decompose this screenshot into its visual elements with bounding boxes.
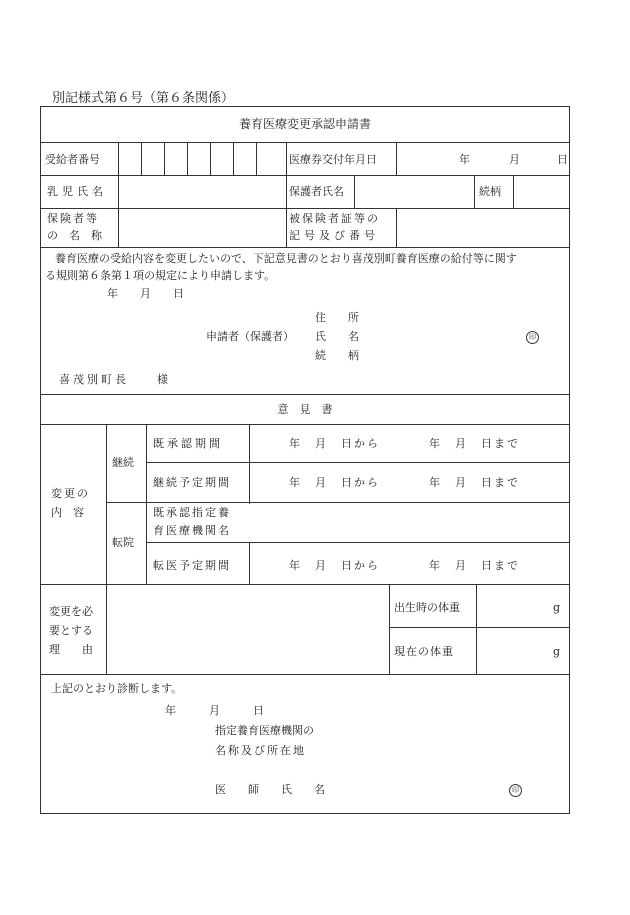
insured-label-line2: 記号及び番号 <box>289 229 379 242</box>
change-content-label-1: 変更の <box>51 487 90 500</box>
application-text-line2: る規則第６条第１項の規定により申請します。 <box>45 269 276 282</box>
planned-continuation-label: 継続予定期間 <box>153 476 231 489</box>
birth-weight-unit: g <box>553 601 561 614</box>
application-date: 年 月 日 <box>107 287 184 300</box>
doctor-name-label: 医 師 氏 名 <box>215 783 325 796</box>
insurer-field[interactable] <box>119 209 285 247</box>
reason-label-3: 理 由 <box>49 643 93 656</box>
doctor-seal <box>509 782 522 797</box>
reason-label-2: 要とする <box>49 624 93 637</box>
addressee: 喜茂別町長 様 <box>59 373 171 386</box>
applicant-seal <box>526 329 539 344</box>
seal-mark-icon: 印 <box>526 331 539 344</box>
change-content-label-2: 内 容 <box>51 506 84 519</box>
guardian-name-field[interactable] <box>355 176 473 207</box>
infant-name-label: 乳児氏名 <box>47 185 107 198</box>
form-title: 養育医療変更承認申請書 <box>238 117 371 131</box>
issue-date-label: 医療券交付年月日 <box>289 153 377 166</box>
issue-year-unit: 年 <box>459 153 470 166</box>
planned-transfer-label: 転医予定期間 <box>153 559 231 572</box>
approved-institution-field[interactable] <box>250 503 568 541</box>
issue-day-unit: 日 <box>557 153 568 166</box>
seal-mark-icon: 印 <box>509 784 522 797</box>
applicant-label: 申請者（保護者） <box>206 330 294 343</box>
applicant-relation-label: 続 柄 <box>315 349 359 362</box>
issue-month-unit: 月 <box>509 153 520 166</box>
address-label: 住 所 <box>315 311 359 324</box>
transfer-label: 転院 <box>112 536 134 549</box>
planned-continuation-to: 年 月 日まで <box>429 476 520 489</box>
relation-field[interactable] <box>514 176 568 207</box>
form-caption: 別記様式第６号（第６条関係） <box>52 91 235 106</box>
reason-field[interactable] <box>107 585 388 673</box>
application-text-line1: 養育医療の受給内容を変更したいので、下記意見書のとおり喜茂別町養育医療の給付等に関す <box>55 252 517 265</box>
relation-label: 続柄 <box>479 185 501 198</box>
insured-number-field[interactable] <box>397 209 568 247</box>
insurer-label-line2: の 名 称 <box>47 229 102 242</box>
planned-transfer-from: 年 月 日から <box>289 559 380 572</box>
infant-name-field[interactable] <box>119 176 285 207</box>
approved-period-to: 年 月 日まで <box>429 437 520 450</box>
opinion-title: 意 見 書 <box>277 403 333 416</box>
applicant-name-label: 氏 名 <box>315 330 359 343</box>
recipient-number-label: 受給者番号 <box>45 153 100 166</box>
continuation-label: 継続 <box>112 456 134 469</box>
application-form <box>40 106 570 814</box>
current-weight-unit: g <box>553 645 561 658</box>
approved-institution-label-1: 既承認指定養 <box>153 506 231 519</box>
approved-period-from: 年 月 日から <box>289 437 380 450</box>
current-weight-label: 現在の体重 <box>394 645 454 658</box>
insurer-label-line1: 保険者等 <box>47 212 99 225</box>
institution-label-1: 指定養育医療機関の <box>215 724 314 737</box>
approved-period-label: 既承認期間 <box>153 437 223 450</box>
planned-continuation-from: 年 月 日から <box>289 476 380 489</box>
diagnosis-date: 年 月 日 <box>165 704 264 717</box>
diagnosis-statement: 上記のとおり診断します。 <box>51 682 183 695</box>
insured-label-line1: 被保険者証等の <box>289 212 380 225</box>
reason-label-1: 変更を必 <box>49 605 93 618</box>
planned-transfer-to: 年 月 日まで <box>429 559 520 572</box>
birth-weight-label: 出生時の体重 <box>394 601 460 614</box>
institution-label-2: 名称及び所在地 <box>215 744 306 757</box>
issue-date-field[interactable] <box>397 143 568 174</box>
approved-institution-label-2: 育医療機関名 <box>153 524 231 537</box>
recipient-number-field[interactable] <box>119 143 255 174</box>
guardian-name-label: 保護者氏名 <box>289 185 344 198</box>
